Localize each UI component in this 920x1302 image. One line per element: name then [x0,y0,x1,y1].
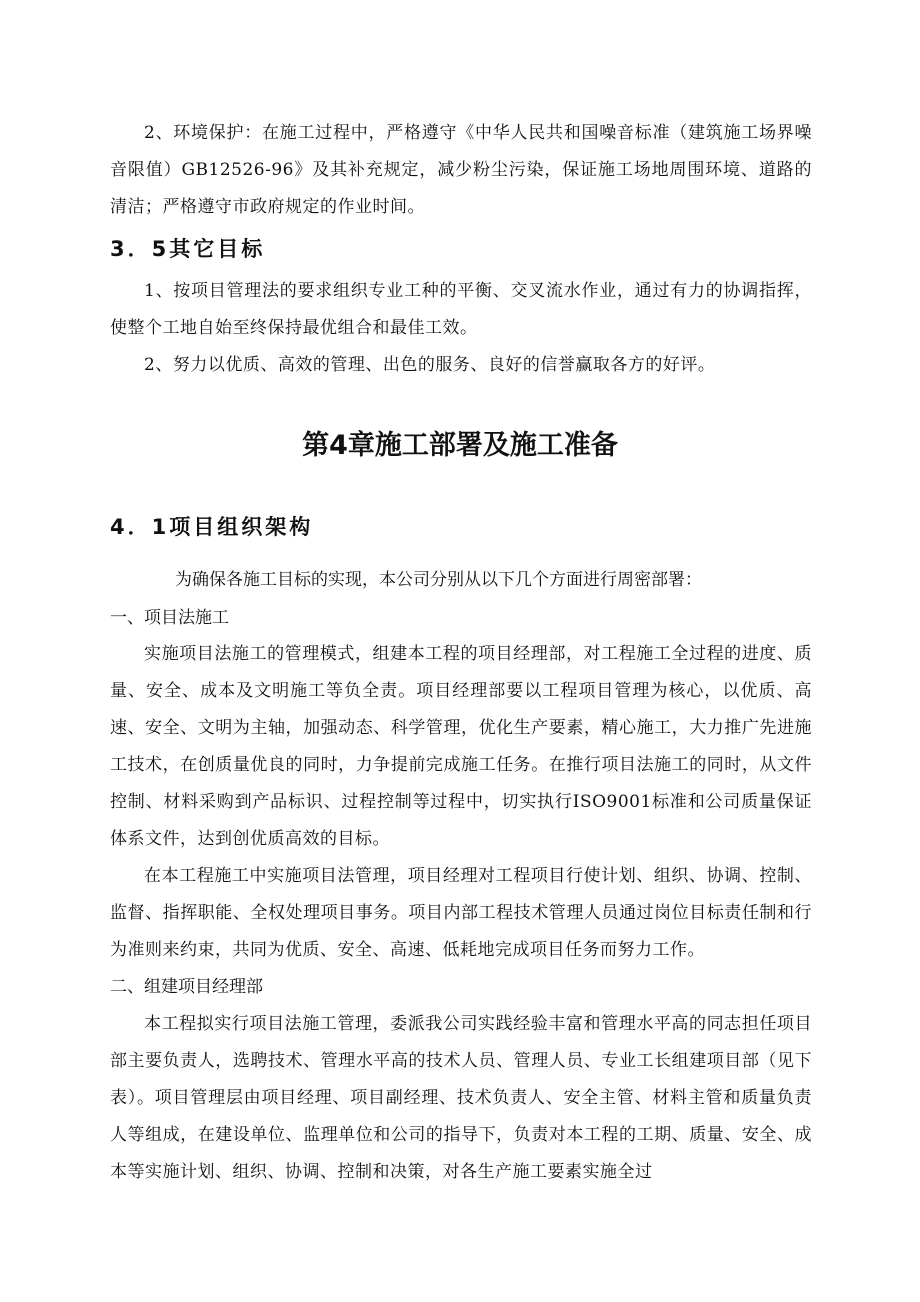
section-3-5-heading: 3．5其它目标 [110,237,266,261]
subsection-project-method-title: 一、项目法施工 [110,608,229,628]
env-protection-paragraph: 2、环境保护：在施工过程中，严格遵守《中华人民共和国噪音标准（建筑施工场界噪音限值）GB12526-96》及其补充规定，减少粉尘污染，保证施工场地周围环境、道路的清洁；严格遵守市政府规定的作业时间。 [110,123,812,217]
section-4-1-heading: 4．1项目组织架构 [110,515,314,539]
project-dept-paragraph-1: 本工程拟实行项目法施工管理，委派我公司实践经验丰富和管理水平高的同志担任项目部主要负责人，选聘技术、管理水平高的技术人员、管理人员、专业工长组建项目部（见下表）。项目管理层由项目经理、项目副经理、技术负责人、安全主管、材料主管和质量负责人等组成，在建设单位、监理单位和公司的指导下，负责对本工程的工期、质量、安全、成本等实施计划、组织、协调、控制和决策，对各生产施工要素实施全过 [110,1014,812,1182]
project-method-paragraph-2: 在本工程施工中实施项目法管理，项目经理对工程项目行使计划、组织、协调、控制、监督、指挥职能、全权处理项目事务。项目内部工程技术管理人员通过岗位目标责任制和行为准则来约束，共同为优质、安全、高速、低耗地完成项目任务而努力工作。 [110,866,812,960]
project-method-paragraph-1: 实施项目法施工的管理模式，组建本工程的项目经理部，对工程施工全过程的进度、质量、安全、成本及文明施工等负全责。项目经理部要以工程项目管理为核心，以优质、高速、安全、文明为主轴，加强动态、科学管理，优化生产要素，精心施工，大力推广先进施工技术，在创质量优良的同时，力争提前完成施工任务。在推行项目法施工的同时，从文件控制、材料采购到产品标识、过程控制等过程中，切实执行ISO9001标准和公司质量保证体系文件，达到创优质高效的目标。 [110,644,812,849]
other-goals-item-1: 1、按项目管理法的要求组织专业工种的平衡、交叉流水作业，通过有力的协调指挥，使整个工地自始至终保持最优组合和最佳工效。 [110,281,812,338]
section-4-1-intro: 为确保各施工目标的实现，本公司分别从以下几个方面进行周密部署： [175,570,702,590]
other-goals-item-2: 2、努力以优质、高效的管理、出色的服务、良好的信誉赢取各方的好评。 [144,355,716,375]
subsection-project-dept-title: 二、组建项目经理部 [110,977,263,997]
chapter-4-title: 第4章施工部署及施工准备 [302,430,618,461]
